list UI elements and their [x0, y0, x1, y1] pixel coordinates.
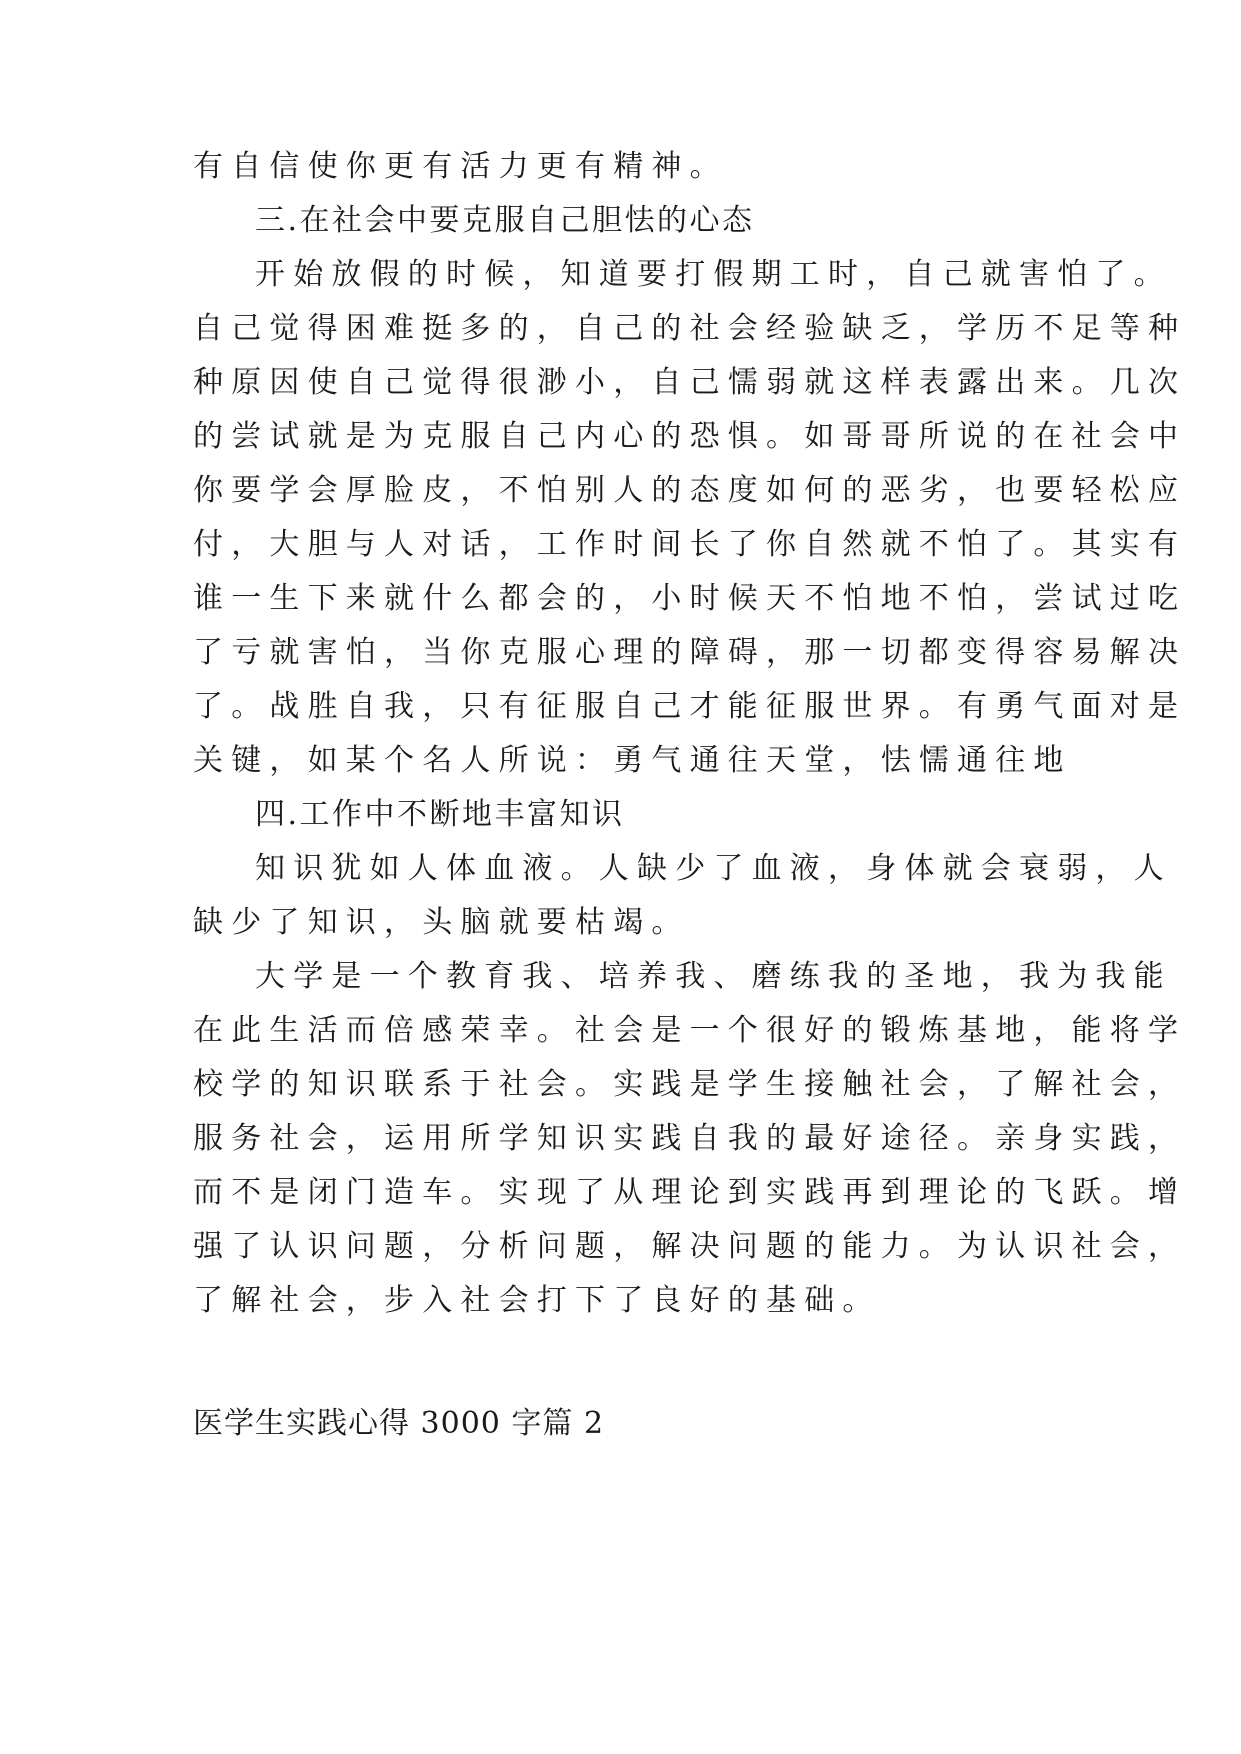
section-heading-3: 三.在社会中要克服自己胆怯的心态: [255, 203, 755, 238]
text-line: 在此生活而倍感荣幸。社会是一个很好的锻炼基地，能将学: [193, 1013, 1187, 1048]
text-line: 关键，如某个名人所说：勇气通往天堂，怯懦通往地: [193, 743, 1072, 778]
text-line: 自己觉得困难挺多的，自己的社会经验缺乏，学历不足等种: [193, 311, 1187, 346]
text-line: 谁一生下来就什么都会的，小时候天不怕地不怕，尝试过吃: [193, 581, 1187, 616]
text-line: 开始放假的时候，知道要打假期工时，自己就害怕了。: [255, 257, 1172, 292]
text-line: 了解社会，步入社会打下了良好的基础。: [193, 1283, 881, 1318]
text-line: 了亏就害怕，当你克服心理的障碍，那一切都变得容易解决: [193, 635, 1187, 670]
text-line: 而不是闭门造车。实现了从理论到实践再到理论的飞跃。增: [193, 1175, 1187, 1210]
text-line: 你要学会厚脸皮，不怕别人的态度如何的恶劣，也要轻松应: [193, 473, 1187, 508]
text-line: 校学的知识联系于社会。实践是学生接触社会，了解社会，: [193, 1067, 1187, 1102]
text-line: 付，大胆与人对话，工作时间长了你自然就不怕了。其实有: [193, 527, 1187, 562]
text-line: 有自信使你更有活力更有精神。: [193, 149, 728, 184]
section-heading-4: 四.工作中不断地丰富知识: [255, 797, 625, 832]
text-line: 了。战胜自我，只有征服自己才能征服世界。有勇气面对是: [193, 689, 1187, 724]
section-title: 医学生实践心得 3000 字篇 2: [193, 1406, 605, 1441]
text-line: 的尝试就是为克服自己内心的恐惧。如哥哥所说的在社会中: [193, 419, 1187, 454]
text-line: 服务社会，运用所学知识实践自我的最好途径。亲身实践，: [193, 1121, 1187, 1156]
text-line: 强了认识问题，分析问题，解决问题的能力。为认识社会，: [193, 1229, 1187, 1264]
text-line: 种原因使自己觉得很渺小，自己懦弱就这样表露出来。几次: [193, 365, 1187, 400]
text-line: 缺少了知识，头脑就要枯竭。: [193, 905, 690, 940]
text-line: 知识犹如人体血液。人缺少了血液，身体就会衰弱，人: [255, 851, 1172, 886]
text-line: 大学是一个教育我、培养我、磨练我的圣地，我为我能: [255, 959, 1172, 994]
